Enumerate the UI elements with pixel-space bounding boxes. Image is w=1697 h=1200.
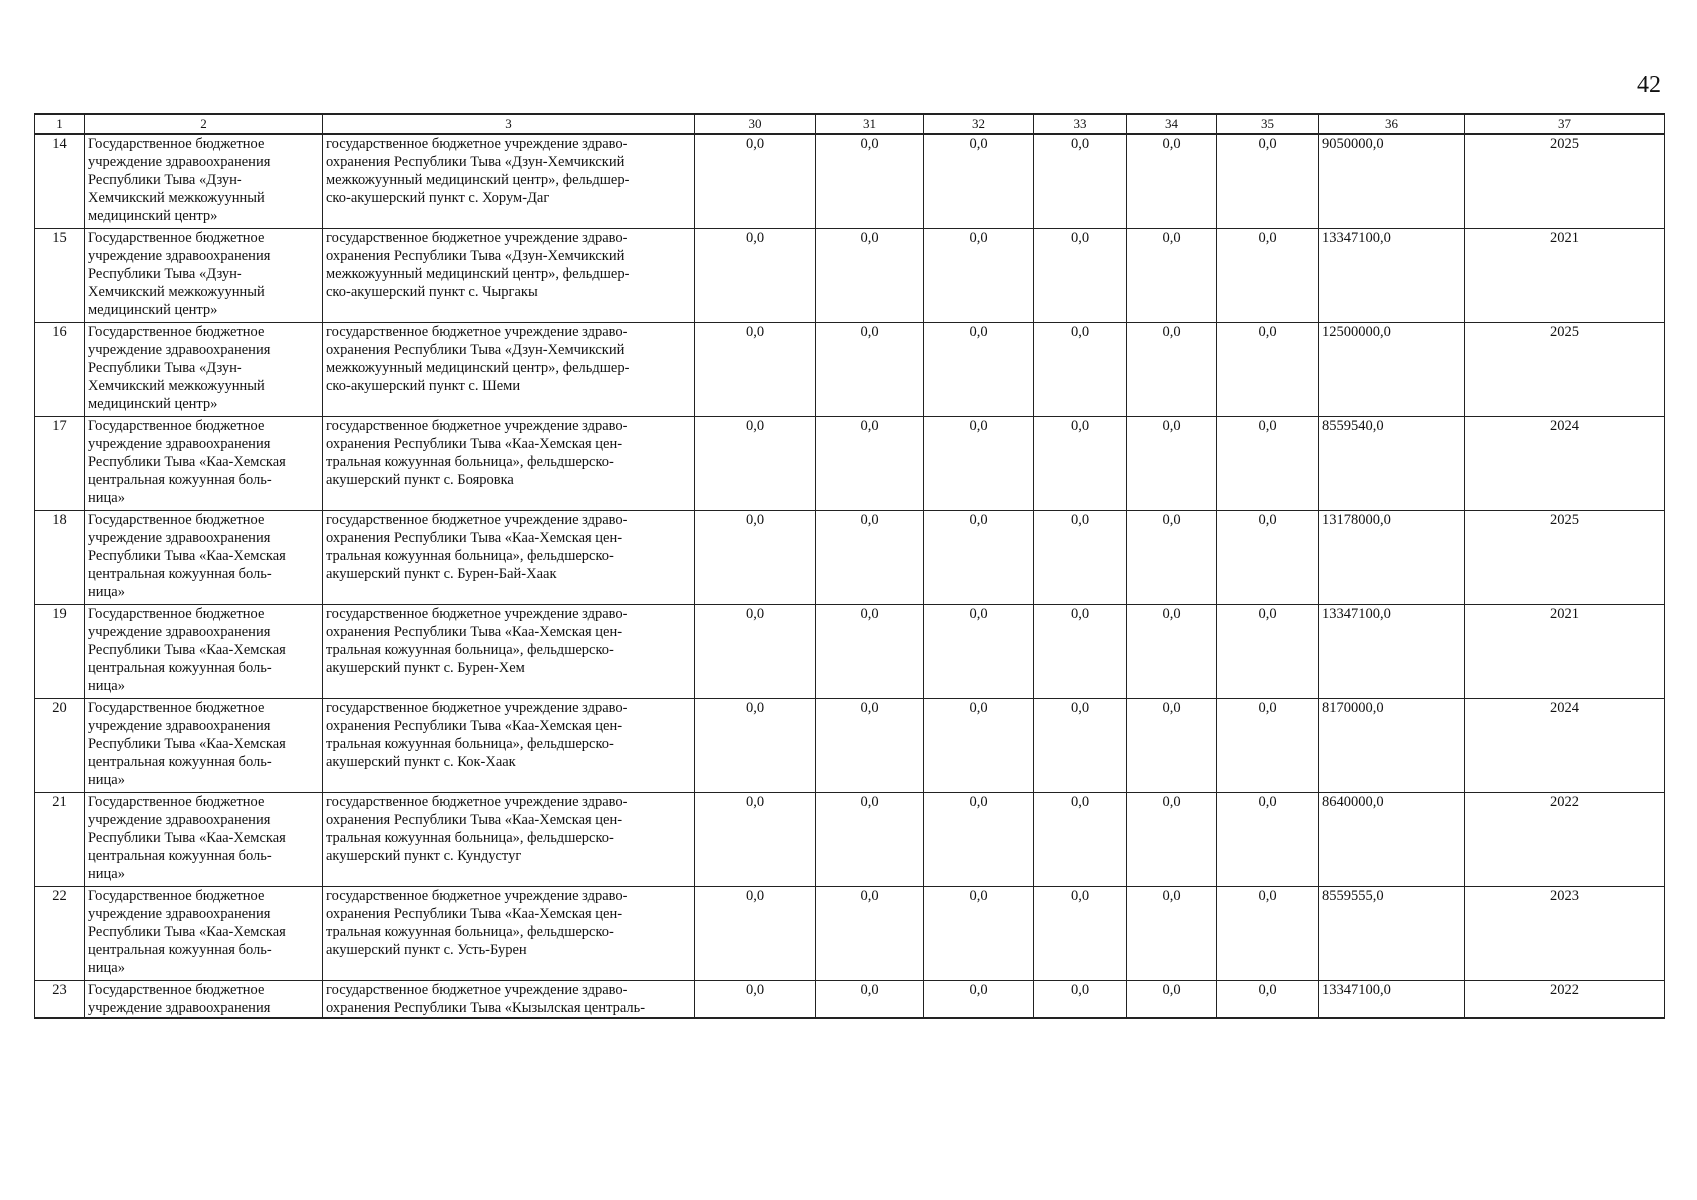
value-cell-35: 0,0	[1217, 604, 1319, 698]
value-cell-34: 0,0	[1127, 604, 1217, 698]
value-cell-34: 0,0	[1127, 980, 1217, 1018]
page-number: 42	[1637, 72, 1661, 98]
value-cell-31: 0,0	[816, 134, 924, 228]
value-cell-30: 0,0	[695, 698, 816, 792]
value-cell-34: 0,0	[1127, 322, 1217, 416]
value-cell-33: 0,0	[1034, 792, 1127, 886]
value-cell-32: 0,0	[924, 228, 1034, 322]
year-cell: 2022	[1465, 980, 1665, 1018]
value-cell-32: 0,0	[924, 510, 1034, 604]
year-cell: 2024	[1465, 698, 1665, 792]
value-cell-33: 0,0	[1034, 886, 1127, 980]
value-cell-35: 0,0	[1217, 510, 1319, 604]
row-number: 15	[35, 228, 85, 322]
column-header: 30	[695, 114, 816, 134]
row-number: 20	[35, 698, 85, 792]
value-cell-33: 0,0	[1034, 604, 1127, 698]
value-cell-34: 0,0	[1127, 228, 1217, 322]
value-cell-30: 0,0	[695, 134, 816, 228]
value-cell-34: 0,0	[1127, 792, 1217, 886]
value-cell-30: 0,0	[695, 322, 816, 416]
value-cell-33: 0,0	[1034, 698, 1127, 792]
header-row	[35, 114, 1665, 134]
column-header: 34	[1127, 114, 1217, 134]
value-cell-32: 0,0	[924, 792, 1034, 886]
value-cell-34: 0,0	[1127, 698, 1217, 792]
table-row	[35, 698, 1665, 792]
institution-cell: Государственное бюджетное учреждение здравоохранения Республики Тыва «Каа-Хемская центральная кожуунная боль- ница»	[85, 604, 323, 698]
column-header: 2	[85, 114, 323, 134]
year-cell: 2025	[1465, 510, 1665, 604]
value-cell-33: 0,0	[1034, 416, 1127, 510]
amount-cell: 8559555,0	[1319, 886, 1465, 980]
amount-cell: 12500000,0	[1319, 322, 1465, 416]
value-cell-32: 0,0	[924, 322, 1034, 416]
institution-cell: Государственное бюджетное учреждение здравоохранения Республики Тыва «Каа-Хемская центральная кожуунная боль- ница»	[85, 792, 323, 886]
column-header: 35	[1217, 114, 1319, 134]
value-cell-31: 0,0	[816, 698, 924, 792]
table-row	[35, 980, 1665, 1018]
value-cell-33: 0,0	[1034, 228, 1127, 322]
table-row	[35, 322, 1665, 416]
row-number: 17	[35, 416, 85, 510]
row-number: 18	[35, 510, 85, 604]
institution-cell: Государственное бюджетное учреждение здравоохранения	[85, 980, 323, 1018]
value-cell-30: 0,0	[695, 510, 816, 604]
value-cell-35: 0,0	[1217, 886, 1319, 980]
value-cell-30: 0,0	[695, 980, 816, 1018]
column-header: 1	[35, 114, 85, 134]
object-cell: государственное бюджетное учреждение здраво- охранения Республики Тыва «Каа-Хемская цен- тральная кожуунная больница», фельдшерско- акушерский пункт с. Усть-Бурен	[323, 886, 695, 980]
object-cell: государственное бюджетное учреждение здраво- охранения Республики Тыва «Дзун-Хемчикский межкожуунный медицинский центр», фельдшер- ско-акушерский пункт с. Хорум-Даг	[323, 134, 695, 228]
value-cell-32: 0,0	[924, 980, 1034, 1018]
value-cell-35: 0,0	[1217, 134, 1319, 228]
value-cell-30: 0,0	[695, 228, 816, 322]
column-header: 36	[1319, 114, 1465, 134]
value-cell-30: 0,0	[695, 416, 816, 510]
institution-cell: Государственное бюджетное учреждение здравоохранения Республики Тыва «Каа-Хемская центральная кожуунная боль- ница»	[85, 886, 323, 980]
value-cell-30: 0,0	[695, 792, 816, 886]
value-cell-35: 0,0	[1217, 792, 1319, 886]
value-cell-33: 0,0	[1034, 134, 1127, 228]
table-row	[35, 604, 1665, 698]
column-header: 37	[1465, 114, 1665, 134]
value-cell-31: 0,0	[816, 980, 924, 1018]
value-cell-35: 0,0	[1217, 322, 1319, 416]
table-row	[35, 228, 1665, 322]
amount-cell: 8170000,0	[1319, 698, 1465, 792]
row-number: 19	[35, 604, 85, 698]
value-cell-31: 0,0	[816, 604, 924, 698]
institution-cell: Государственное бюджетное учреждение здравоохранения Республики Тыва «Дзун- Хемчикский межкожуунный медицинский центр»	[85, 322, 323, 416]
value-cell-31: 0,0	[816, 228, 924, 322]
object-cell: государственное бюджетное учреждение здраво- охранения Республики Тыва «Дзун-Хемчикский межкожуунный медицинский центр», фельдшер- ско-акушерский пункт с. Шеми	[323, 322, 695, 416]
amount-cell: 13347100,0	[1319, 980, 1465, 1018]
object-cell: государственное бюджетное учреждение здраво- охранения Республики Тыва «Каа-Хемская цен- тральная кожуунная больница», фельдшерско- акушерский пункт с. Кундустуг	[323, 792, 695, 886]
object-cell: государственное бюджетное учреждение здраво- охранения Республики Тыва «Каа-Хемская цен- тральная кожуунная больница», фельдшерско- акушерский пункт с. Бурен-Хем	[323, 604, 695, 698]
row-number: 14	[35, 134, 85, 228]
value-cell-34: 0,0	[1127, 134, 1217, 228]
value-cell-34: 0,0	[1127, 510, 1217, 604]
table-row	[35, 792, 1665, 886]
value-cell-31: 0,0	[816, 416, 924, 510]
value-cell-30: 0,0	[695, 604, 816, 698]
institution-cell: Государственное бюджетное учреждение здравоохранения Республики Тыва «Каа-Хемская центральная кожуунная боль- ница»	[85, 698, 323, 792]
object-cell: государственное бюджетное учреждение здраво- охранения Республики Тыва «Дзун-Хемчикский межкожуунный медицинский центр», фельдшер- ско-акушерский пункт с. Чыргакы	[323, 228, 695, 322]
value-cell-34: 0,0	[1127, 886, 1217, 980]
year-cell: 2021	[1465, 228, 1665, 322]
year-cell: 2023	[1465, 886, 1665, 980]
value-cell-32: 0,0	[924, 698, 1034, 792]
value-cell-31: 0,0	[816, 886, 924, 980]
value-cell-34: 0,0	[1127, 416, 1217, 510]
row-number: 16	[35, 322, 85, 416]
amount-cell: 8640000,0	[1319, 792, 1465, 886]
amount-cell: 13178000,0	[1319, 510, 1465, 604]
year-cell: 2021	[1465, 604, 1665, 698]
amount-cell: 9050000,0	[1319, 134, 1465, 228]
value-cell-35: 0,0	[1217, 698, 1319, 792]
table-row	[35, 510, 1665, 604]
value-cell-32: 0,0	[924, 886, 1034, 980]
value-cell-31: 0,0	[816, 792, 924, 886]
column-header: 31	[816, 114, 924, 134]
table-row	[35, 886, 1665, 980]
amount-cell: 13347100,0	[1319, 604, 1465, 698]
row-number: 22	[35, 886, 85, 980]
year-cell: 2025	[1465, 134, 1665, 228]
amount-cell: 13347100,0	[1319, 228, 1465, 322]
value-cell-33: 0,0	[1034, 510, 1127, 604]
object-cell: государственное бюджетное учреждение здраво- охранения Республики Тыва «Каа-Хемская цен- тральная кожуунная больница», фельдшерско- акушерский пункт с. Бурен-Бай-Хаак	[323, 510, 695, 604]
column-header: 3	[323, 114, 695, 134]
value-cell-35: 0,0	[1217, 228, 1319, 322]
year-cell: 2025	[1465, 322, 1665, 416]
value-cell-32: 0,0	[924, 134, 1034, 228]
institution-cell: Государственное бюджетное учреждение здравоохранения Республики Тыва «Дзун- Хемчикский межкожуунный медицинский центр»	[85, 134, 323, 228]
row-number: 23	[35, 980, 85, 1018]
value-cell-31: 0,0	[816, 322, 924, 416]
object-cell: государственное бюджетное учреждение здраво- охранения Республики Тыва «Каа-Хемская цен- тральная кожуунная больница», фельдшерско- акушерский пункт с. Кок-Хаак	[323, 698, 695, 792]
value-cell-33: 0,0	[1034, 980, 1127, 1018]
institution-cell: Государственное бюджетное учреждение здравоохранения Республики Тыва «Каа-Хемская центральная кожуунная боль- ница»	[85, 510, 323, 604]
value-cell-35: 0,0	[1217, 416, 1319, 510]
column-header: 32	[924, 114, 1034, 134]
column-header: 33	[1034, 114, 1127, 134]
table-row	[35, 416, 1665, 510]
data-table	[34, 113, 1665, 1019]
table-row	[35, 134, 1665, 228]
institution-cell: Государственное бюджетное учреждение здравоохранения Республики Тыва «Каа-Хемская центральная кожуунная боль- ница»	[85, 416, 323, 510]
row-number: 21	[35, 792, 85, 886]
amount-cell: 8559540,0	[1319, 416, 1465, 510]
year-cell: 2024	[1465, 416, 1665, 510]
institution-cell: Государственное бюджетное учреждение здравоохранения Республики Тыва «Дзун- Хемчикский межкожуунный медицинский центр»	[85, 228, 323, 322]
value-cell-32: 0,0	[924, 604, 1034, 698]
value-cell-35: 0,0	[1217, 980, 1319, 1018]
value-cell-33: 0,0	[1034, 322, 1127, 416]
year-cell: 2022	[1465, 792, 1665, 886]
object-cell: государственное бюджетное учреждение здраво- охранения Республики Тыва «Каа-Хемская цен- тральная кожуунная больница», фельдшерско- акушерский пункт с. Бояровка	[323, 416, 695, 510]
value-cell-31: 0,0	[816, 510, 924, 604]
value-cell-30: 0,0	[695, 886, 816, 980]
object-cell: государственное бюджетное учреждение здраво- охранения Республики Тыва «Кызылская централь-	[323, 980, 695, 1018]
value-cell-32: 0,0	[924, 416, 1034, 510]
